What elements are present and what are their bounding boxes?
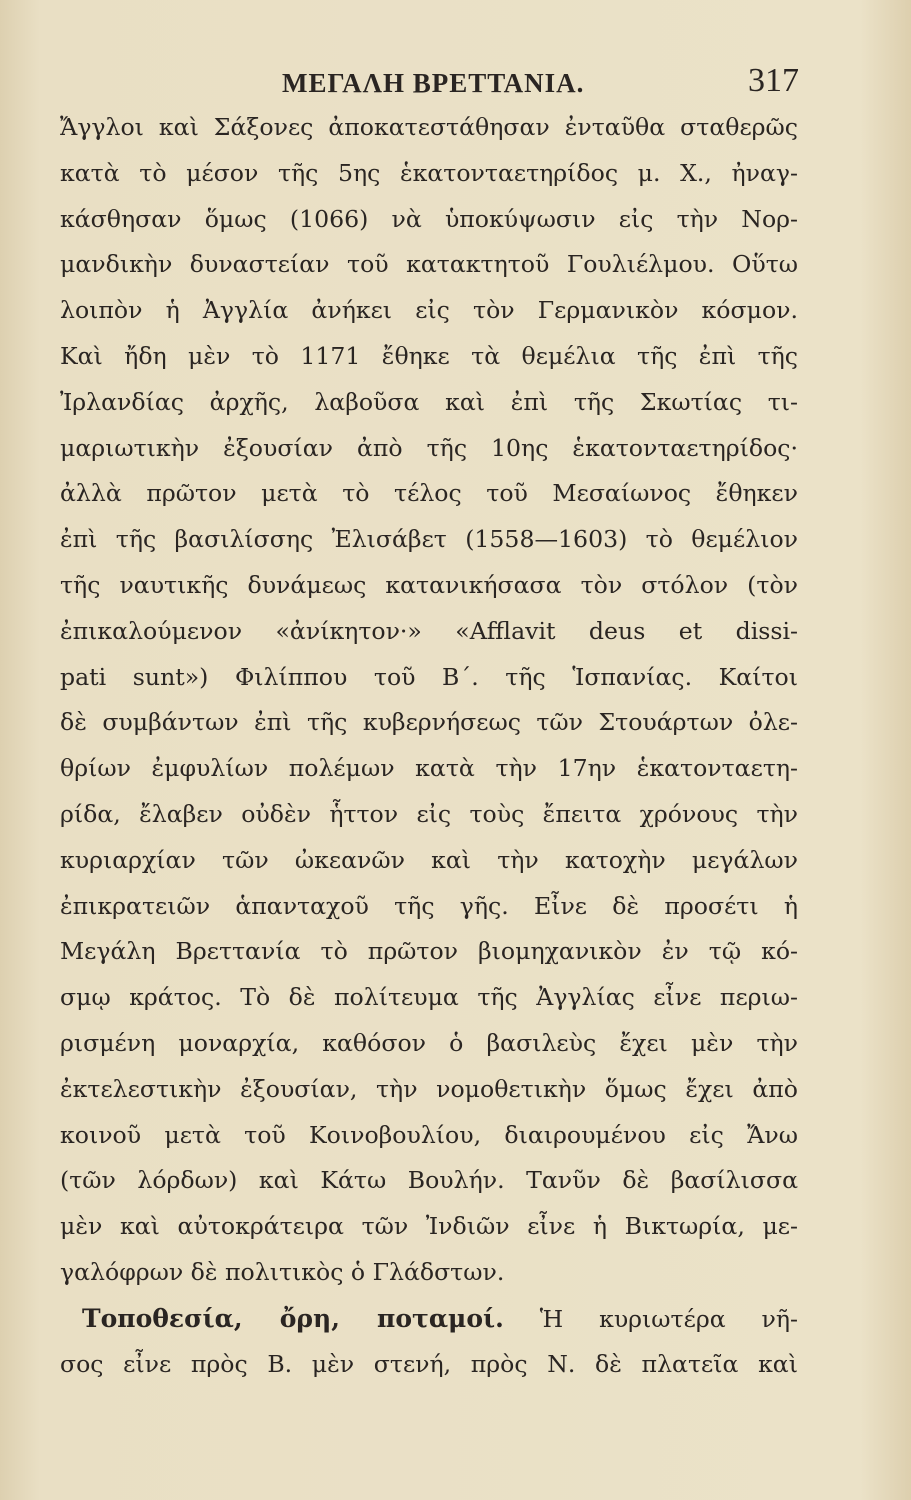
text-line: Ἄγγλοι καὶ Σάξονες ἀποκατεστάθησαν ἐνταῦθα σταθερῶς (60, 113, 798, 141)
text-line: γαλόφρων δὲ πολιτικὸς ὁ Γλάδστων. (60, 1257, 505, 1286)
text-line: σος εἶνε πρὸς Β. μὲν στενή, πρὸς Ν. δὲ πλατεῖα καὶ (60, 1349, 798, 1378)
text-line: μανδικὴν δυναστείαν τοῦ κατακτητοῦ Γουλιέλμου. Οὕτω (60, 250, 798, 279)
text-line: Ἰρλανδίας ἀρχῆς, λαβοῦσα καὶ ἐπὶ τῆς Σκωτίας τι- (60, 387, 798, 416)
text-line: θρίων ἐμφυλίων πολέμων κατὰ τὴν 17ην ἑκατονταετη- (60, 754, 798, 783)
text-line: μὲν καὶ αὐτοκράτειρα τῶν Ἰνδιῶν εἶνε ἡ Βικτωρία, με- (60, 1212, 798, 1241)
text-line: σμῳ κράτος. Τὸ δὲ πολίτευμα τῆς Ἀγγλίας εἶνε περιω- (60, 983, 798, 1012)
text-line: (τῶν λόρδων) καὶ Κάτω Βουλήν. Τανῦν δὲ βασίλισσα (60, 1166, 798, 1195)
page-header (60, 62, 799, 102)
text-line: pati sunt») Φιλίππου τοῦ Β΄. τῆς Ἱσπανίας. Καίτοι (60, 662, 798, 691)
text-line: ἐπικαλούμενον «ἀνίκητον·» «Afflavit deus et dissi- (60, 616, 798, 645)
text-line: κυριαρχίαν τῶν ὠκεανῶν καὶ τὴν κατοχὴν μεγάλων (60, 845, 798, 874)
section-line (60, 1296, 798, 1342)
section-subhead: Τοποθεσία, ὄρη, ποταμοί. (82, 1303, 504, 1333)
text-line: Ἡ κυριωτέρα νῆ- (539, 1304, 798, 1333)
text-line: κάσθησαν ὅμως (1066) νὰ ὑποκύψωσιν εἰς τὴν Νορ- (60, 204, 798, 233)
text-line: ἐκτελεστικὴν ἐξουσίαν, τὴν νομοθετικὴν ὅμως ἔχει ἀπὸ (60, 1074, 798, 1103)
text-line: δὲ συμβάντων ἐπὶ τῆς κυβερνήσεως τῶν Στουάρτων ὀλε- (60, 708, 798, 737)
text-line: λοιπὸν ἡ Ἀγγλία ἀνήκει εἰς τὸν Γερμανικὸν κόσμον. (60, 296, 798, 325)
body-text (60, 105, 798, 1387)
text-line: ρισμένη μοναρχία, καθόσον ὁ βασιλεὺς ἔχει μὲν τὴν (60, 1028, 798, 1057)
text-line: Μεγάλη Βρεττανία τὸ πρῶτον βιομηχανικὸν ἐν τῷ κό- (60, 937, 798, 966)
text-line: ρίδα, ἔλαβεν οὐδὲν ἧττον εἰς τοὺς ἔπειτα χρόνους τὴν (60, 799, 798, 828)
text-line: κοινοῦ μετὰ τοῦ Κοινοβουλίου, διαιρουμένου εἰς Ἄνω (60, 1120, 798, 1149)
text-line: μαριωτικὴν ἐξουσίαν ἀπὸ τῆς 10ης ἑκατονταετηρίδος· (60, 433, 798, 462)
running-head: ΜΕΓΑΛΗ ΒΡΕΤΤΑΝΙΑ. (282, 68, 585, 98)
text-line: Καὶ ἤδη μὲν τὸ 1171 ἔθηκε τὰ θεμέλια τῆς ἐπὶ τῆς (60, 341, 798, 370)
text-line: ἀλλὰ πρῶτον μετὰ τὸ τέλος τοῦ Μεσαίωνος ἔθηκεν (60, 479, 798, 508)
text-line: ἐπικρατειῶν ἁπανταχοῦ τῆς γῆς. Εἶνε δὲ προσέτι ἡ (60, 891, 798, 920)
page-number: 317 (748, 62, 799, 99)
text-line: ἐπὶ τῆς βασιλίσσης Ἐλισάβετ (1558—1603) τὸ θεμέλιον (60, 525, 798, 554)
text-line: κατὰ τὸ μέσον τῆς 5ης ἑκατονταετηρίδος μ. Χ., ἠναγ- (60, 158, 798, 187)
text-line: τῆς ναυτικῆς δυνάμεως κατανικήσασα τὸν στόλον (τὸν (60, 570, 798, 599)
